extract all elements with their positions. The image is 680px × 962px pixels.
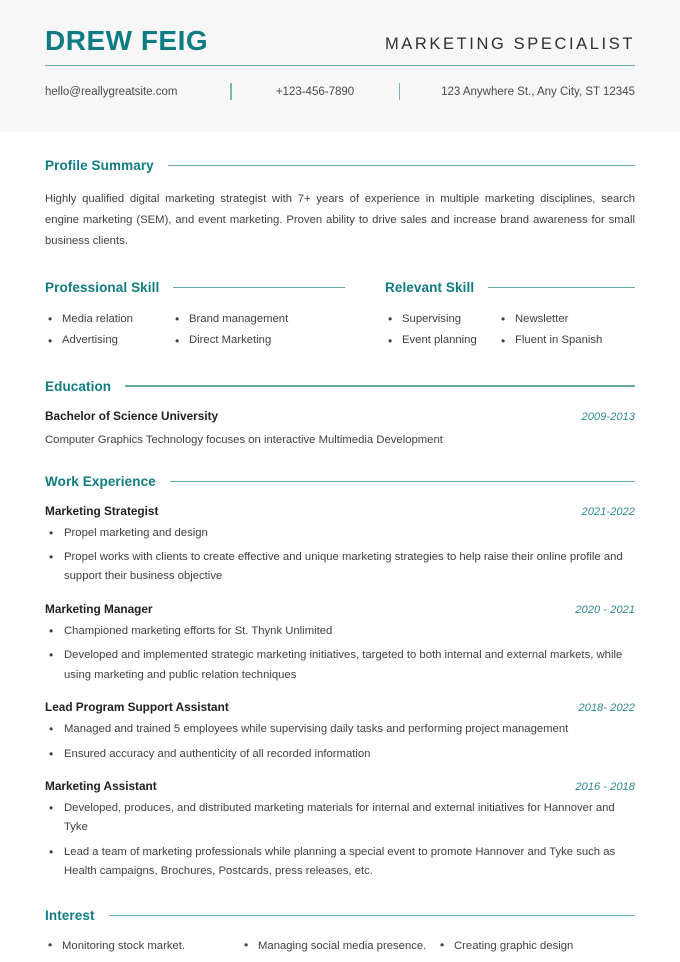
list-item: • Managed and trained 5 employees while supervising daily tasks and performing project management — [45, 720, 635, 739]
interest-column-1 — [45, 937, 241, 955]
list-item: • Monitoring stock market. — [45, 937, 241, 955]
list-item: • Propel works with clients to create effective and unique marketing strategies to help raise their online profile and support their business objective — [45, 548, 635, 587]
work-date: 2021-2022 — [581, 505, 635, 518]
work-entry — [45, 700, 635, 764]
candidate-name: DREW FEIG — [45, 25, 209, 56]
contact-row — [45, 83, 635, 100]
contact-address: 123 Anywhere St., Any City, ST 12345 — [441, 85, 635, 98]
professional-skill-heading — [45, 280, 345, 295]
education-date: 2009-2013 — [581, 410, 635, 423]
list-item: • Direct Marketing — [172, 330, 299, 351]
work-entry-header — [45, 700, 635, 714]
list-item: • Brand management — [172, 309, 299, 330]
list-item: • Creating graphic design — [437, 937, 633, 955]
work-date: 2018- 2022 — [578, 702, 635, 715]
interest-list — [45, 937, 635, 955]
professional-skill-column-1 — [45, 309, 172, 352]
work-date: 2020 - 2021 — [575, 603, 635, 616]
work-job-title: Lead Program Support Assistant — [45, 700, 229, 715]
interest-heading — [45, 908, 635, 923]
professional-skill-column-2 — [172, 309, 299, 352]
work-entry-header — [45, 779, 635, 793]
list-item: • Media relation — [45, 309, 172, 330]
candidate-role: MARKETING SPECIALIST — [384, 34, 635, 53]
list-item: • Supervising — [385, 309, 498, 330]
section-professional-skill — [45, 280, 345, 352]
work-entry-header — [45, 504, 635, 518]
section-work-experience — [45, 474, 635, 882]
section-interest — [45, 908, 635, 955]
section-rule — [488, 287, 635, 288]
header-title-row — [45, 26, 635, 65]
interest-column-2 — [241, 937, 437, 955]
list-item: • Managing social media presence. — [241, 937, 437, 955]
section-title: Interest — [45, 907, 95, 923]
education-heading — [45, 379, 635, 394]
contact-email[interactable]: hello@reallygreatsite.com — [45, 85, 178, 98]
section-relevant-skill — [385, 280, 635, 352]
work-bullet-list — [45, 720, 635, 764]
work-bullet-list — [45, 799, 635, 882]
section-title: Professional Skill — [45, 279, 160, 295]
education-entry-header — [45, 409, 635, 423]
work-job-title: Marketing Strategist — [45, 503, 159, 518]
work-entry-header — [45, 602, 635, 616]
section-rule — [170, 481, 635, 482]
section-rule — [173, 287, 345, 288]
work-bullet-list — [45, 622, 635, 685]
work-job-title: Marketing Assistant — [45, 779, 157, 794]
relevant-skill-column-2 — [498, 309, 611, 352]
work-entry — [45, 602, 635, 685]
section-rule — [109, 915, 635, 916]
section-title: Relevant Skill — [385, 279, 475, 295]
section-title: Education — [45, 378, 112, 394]
list-item: • Lead a team of marketing professionals while planning a special event to promote Hannover and Tyke such as Health campaigns, Brochures, Postcards, press releases, etc. — [45, 843, 635, 882]
section-rule — [168, 165, 635, 166]
list-item: • Advertising — [45, 330, 172, 351]
section-profile-summary — [45, 158, 635, 252]
resume-body — [0, 158, 680, 955]
section-title: Profile Summary — [45, 158, 154, 173]
list-item: • Propel marketing and design — [45, 524, 635, 543]
section-title: Work Experience — [45, 473, 156, 489]
work-entry — [45, 504, 635, 587]
work-job-title: Marketing Manager — [45, 601, 153, 616]
resume-header — [0, 0, 680, 132]
section-rule — [125, 385, 635, 386]
education-degree: Bachelor of Science University — [45, 408, 219, 423]
work-entry — [45, 779, 635, 882]
list-item: • Developed and implemented strategic marketing initiatives, targeted to both internal and external markets, while using marketing and public relation techniques — [45, 646, 635, 685]
list-item: • Newsletter — [498, 309, 611, 330]
relevant-skill-heading — [385, 280, 635, 295]
contact-phone[interactable]: +123-456-7890 — [275, 85, 355, 98]
professional-skill-list — [45, 309, 345, 352]
section-education — [45, 379, 635, 449]
skills-region — [45, 280, 635, 352]
profile-summary-heading — [45, 158, 635, 173]
list-item: • Championed marketing efforts for St. Thynk Unlimited — [45, 622, 635, 641]
work-bullet-list — [45, 524, 635, 587]
education-entry — [45, 409, 635, 449]
interest-column-3 — [437, 937, 633, 955]
education-description: Computer Graphics Technology focuses on interactive Multimedia Development — [45, 433, 443, 446]
work-experience-heading — [45, 474, 635, 489]
list-item: • Ensured accuracy and authenticity of all recorded information — [45, 745, 635, 764]
relevant-skill-column-1 — [385, 309, 498, 352]
work-date: 2016 - 2018 — [575, 781, 635, 794]
list-item: • Developed, produces, and distributed marketing materials for internal and external initiatives for Hannover and Tyke — [45, 799, 635, 838]
header-divider — [45, 65, 635, 67]
relevant-skill-list — [385, 309, 635, 352]
list-item: • Fluent in Spanish — [498, 330, 611, 351]
list-item: • Event planning — [385, 330, 498, 351]
profile-summary-text: Highly qualified digital marketing strategist with 7+ years of experience in multiple marketing disciplines, search engine marketing (SEM), and event marketing. Proven ability to drive sales and increase brand awareness for small business clients. — [45, 193, 635, 247]
